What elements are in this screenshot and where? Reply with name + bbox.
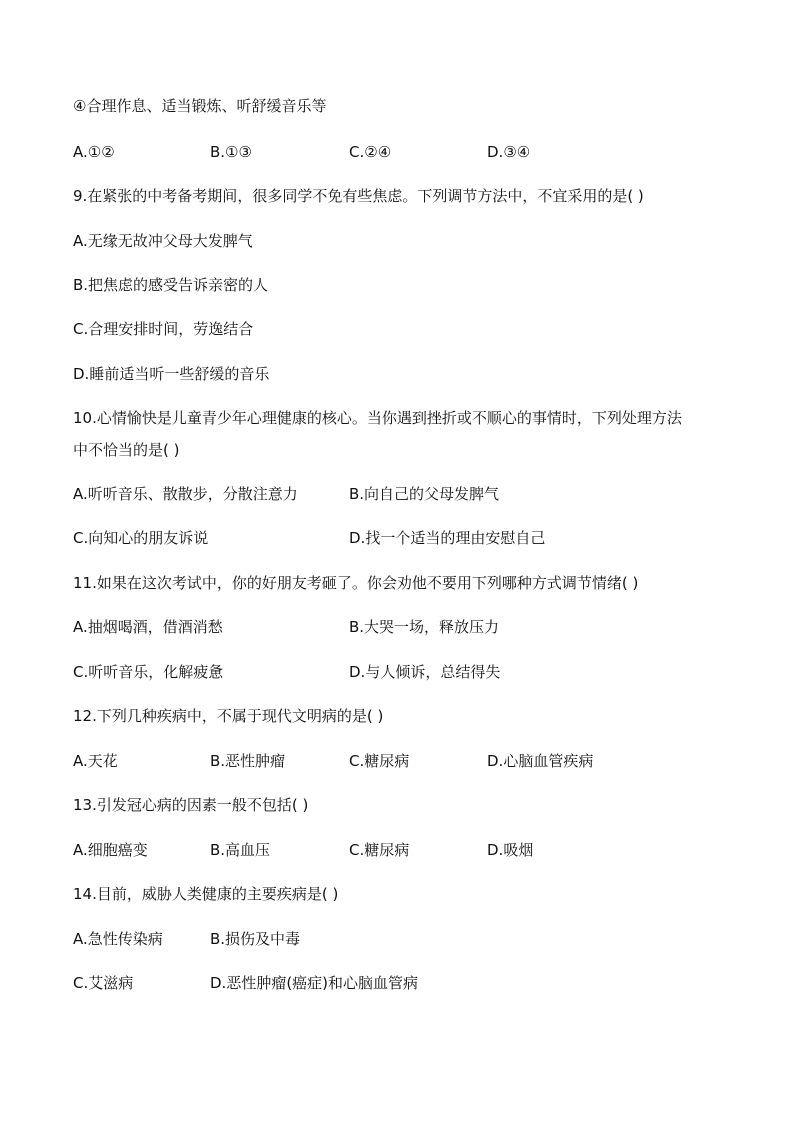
q10-option-d: D.找一个适当的理由安慰自己 [349,529,546,547]
q9-option-a: A.无缘无故冲父母大发脾气 [73,232,253,250]
q13-option-c: C.糖尿病 [349,841,410,859]
q9-option-d: D.睡前适当听一些舒缓的音乐 [73,365,270,383]
q12-option-b: B.恶性肿瘤 [210,752,286,770]
q10-option-a: A.听听音乐、散散步，分散注意力 [73,485,298,503]
q10-stem-line-1: 10.心情愉快是儿童青少年心理健康的核心。当你遇到挫折或不顺心的事情时，下列处理方法 [73,409,682,427]
q11-option-c: C.听听音乐，化解疲惫 [73,663,224,681]
q8-option-b: B.①③ [210,143,252,161]
q13-option-d: D.吸烟 [487,841,534,859]
q13-stem: 13.引发冠心病的因素一般不包括( ) [73,796,309,814]
q11-stem: 11.如果在这次考试中，你的好朋友考砸了。你会劝他不要用下列哪种方式调节情绪( ) [73,574,639,592]
q8-option-d: D.③④ [487,143,531,161]
q11-option-d: D.与人倾诉，总结得失 [349,663,501,681]
q12-option-a: A.天花 [73,752,118,770]
q10-option-b: B.向自己的父母发脾气 [349,485,500,503]
q8-option-c: C.②④ [349,143,392,161]
q12-option-d: D.心脑血管疾病 [487,752,594,770]
q14-stem: 14.目前，威胁人类健康的主要疾病是( ) [73,885,339,903]
q14-option-b: B.损伤及中毒 [210,930,301,948]
q14-option-a: A.急性传染病 [73,930,163,948]
q11-option-b: B.大哭一场，释放压力 [349,618,500,636]
q12-option-c: C.糖尿病 [349,752,410,770]
q11-option-a: A.抽烟喝酒，借酒消愁 [73,618,223,636]
q8-item-4: ④合理作息、适当锻炼、听舒缓音乐等 [73,97,327,115]
q13-option-b: B.高血压 [210,841,271,859]
q9-option-c: C.合理安排时间，劳逸结合 [73,320,254,338]
q14-option-c: C.艾滋病 [73,974,134,992]
q10-option-c: C.向知心的朋友诉说 [73,529,209,547]
q10-stem-line-2: 中不恰当的是( ) [73,441,180,459]
q9-stem: 9.在紧张的中考备考期间，很多同学不免有些焦虑。下列调节方法中，不宜采用的是( ) [73,187,644,205]
q9-option-b: B.把焦虑的感受告诉亲密的人 [73,276,269,294]
q8-option-a: A.①② [73,143,115,161]
q13-option-a: A.细胞癌变 [73,841,148,859]
q12-stem: 12.下列几种疾病中，不属于现代文明病的是( ) [73,707,384,725]
q14-option-d: D.恶性肿瘤(癌症)和心脑血管病 [210,974,419,992]
